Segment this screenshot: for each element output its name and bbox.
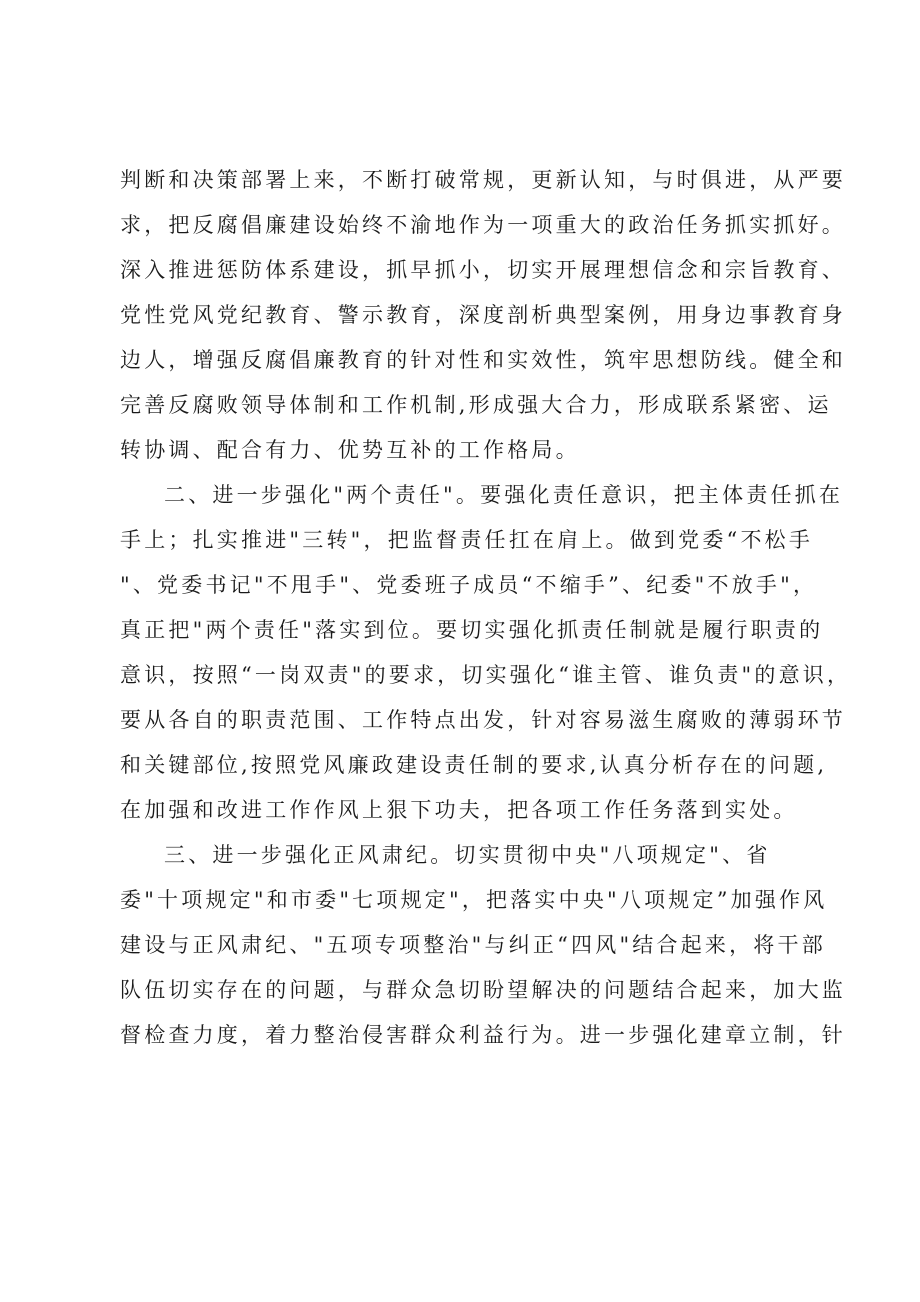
text-line: 完善反腐败领导体制和工作机制,形成强大合力，形成联系紧密、运 xyxy=(120,393,832,417)
text-line: 边人，增强反腐倡廉教育的针对性和实效性，筑牢思想防线。健全和 xyxy=(120,348,846,372)
text-line: 要从各自的职责范围、工作特点出发，针对容易滋生腐败的薄弱环节 xyxy=(120,708,846,732)
paragraph-2 xyxy=(120,473,852,833)
paragraph-1 xyxy=(120,158,846,473)
text-line: 意识，按照“一岗双责"的要求，切实强化“谁主管、谁负责"的意识， xyxy=(120,663,852,687)
text-line: 深入推进惩防体系建设，抓早抓小，切实开展理想信念和宗旨教育、 xyxy=(120,258,846,282)
text-line: 求，把反腐倡廉建设始终不渝地作为一项重大的政治任务抓实抓好。 xyxy=(120,213,846,237)
text-line: 转协调、配合有力、优势互补的工作格局。 xyxy=(120,438,580,462)
paragraph-3 xyxy=(120,833,846,1058)
text-line: 党性党风党纪教育、警示教育，深度剖析典型案例，用身边事教育身 xyxy=(120,303,846,327)
text-line: 督检查力度，着力整治侵害群众利益行为。进一步强化建章立制，针 xyxy=(120,1023,846,1047)
text-line: 手上；扎实推进"三转"，把监督责任扛在肩上。做到党委“不松手 xyxy=(120,528,814,552)
text-line: 和关键部位,按照党风廉政建设责任制的要求,认真分析存在的问题, xyxy=(120,753,828,777)
text-line: "、党委书记"不甩手"、党委班子成员“不缩手”、纪委"不放手"， xyxy=(120,573,818,597)
text-line: 建设与正风肃纪、"五项专项整治"与纠正“四风"结合起来，将干部 xyxy=(120,933,826,957)
text-line: 队伍切实存在的问题，与群众急切盼望解决的问题结合起来，加大监 xyxy=(120,978,846,1002)
paragraph-heading-line: 三、进一步强化正风肃纪。切实贯彻中央"八项规定"、省 xyxy=(164,843,771,867)
text-line: 真正把"两个责任"落实到位。要切实强化抓责任制就是履行职责的 xyxy=(120,618,824,642)
text-line: 在加强和改进工作作风上狠下功夫，把各项工作任务落到实处。 xyxy=(120,798,798,822)
text-line: 委"十项规定"和市委"七项规定"，把落实中央"八项规定”加强作风 xyxy=(120,888,828,912)
paragraph-heading-line: 二、进一步强化"两个责任"。要强化责任意识，把主体责任抓在 xyxy=(164,483,844,507)
text-line: 判断和决策部署上来，不断打破常规，更新认知，与时俱进，从严要 xyxy=(120,168,846,192)
document-body xyxy=(120,158,852,1058)
